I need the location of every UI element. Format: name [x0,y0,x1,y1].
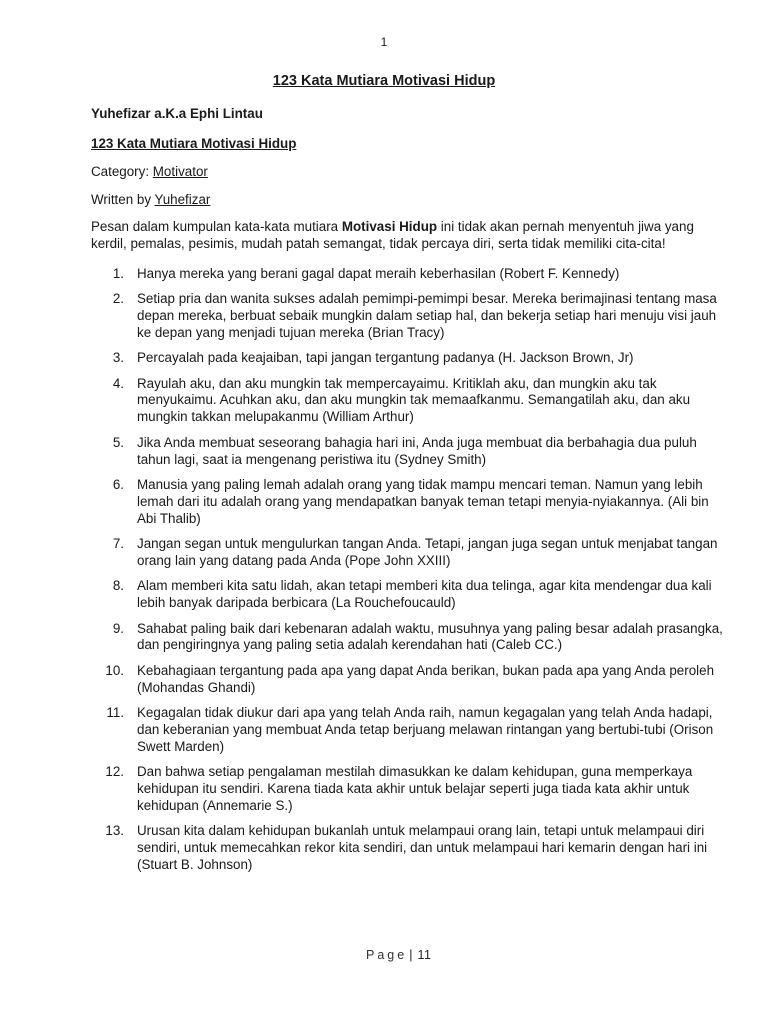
quote-item [91,705,731,755]
quote-item [91,435,731,469]
quote-item [91,536,731,570]
quote-text: Sahabat paling baik dari kebenaran adalah waktu, musuhnya yang paling besar adalah prasangka, dan pengiringnya yang paling setia adalah kerendahan hati (Caleb CC.) [137,620,723,653]
quote-number: 6. [112,477,124,492]
category-line [91,163,731,180]
quote-text: Kegagalan tidak diukur dari apa yang telah Anda raih, namun kegagalan yang telah Anda hadapi, dan keberanian yang membuat Anda tetap berjuang melawan rintangan yang bertubi-tubi (Orison Swett Marden) [137,705,714,754]
quote-text: Dan bahwa setiap pengalaman mestilah dimasukkan ke dalam kehidupan, guna memperkaya kehidupan itu sendiri. Karena tiada kata akhir untuk belajar seperti juga tiada kata akhir untuk kehidupan (Annemarie S.) [137,764,693,813]
quote-item [91,663,731,697]
quote-item [91,266,731,283]
quote-item [91,350,731,367]
author-line: Yuhefizar a.K.a Ephi Lintau [91,106,263,121]
quote-text: Hanya mereka yang berani gagal dapat meraih keberhasilan (Robert F. Kennedy) [137,265,620,281]
quote-text: Jika Anda membuat seseorang bahagia hari ini, Anda juga membuat dia berbahagia dua puluh tahun lagi, saat ia mengenang peristiwa itu (Sydney Smith) [137,434,697,467]
document-body [91,105,731,882]
quote-list [91,266,731,874]
quote-number: 1. [112,265,124,281]
quote-text: Urusan kita dalam kehidupan bukanlah untuk melampaui orang lain, tetapi untuk melampaui diri sendiri, untuk memecahkan rekor kita sendiri, dan untuk melampaui hari kemarin dengan hari ini (Stuart B. Johnson) [137,823,708,872]
quote-item [91,823,731,873]
quote-number: 2. [112,291,124,307]
category-label: Category: [91,164,153,179]
quote-text: Percayalah pada keajaiban, tapi jangan tergantung padanya (H. Jackson Brown, Jr) [137,350,634,366]
quote-item [91,376,731,426]
intro-bold: Motivasi Hidup [341,219,438,234]
quote-item [91,621,731,655]
quote-text: Jangan segan untuk mengulurkan tangan Anda. Tetapi, jangan juga segan untuk menjabat tangan orang lain yang datang pada Anda (Pope John XXIII) [137,536,718,568]
intro-before: Pesan dalam kumpulan kata-kata mutiara [91,219,342,234]
quote-number: 12. [105,764,124,780]
intro-after: ini tidak akan pernah menyentuh jiwa yang kerdil, pemalas, pesimis, mudah patah semangat, tidak percaya diri, serta tidak memiliki cita-cita! [91,219,694,251]
footer-page-label: Page [366,948,408,962]
author-link[interactable]: Yuhefizar [154,192,211,207]
category-link[interactable]: Motivator [152,164,208,179]
quote-number: 7. [112,536,124,552]
quote-number: 5. [112,434,124,450]
quote-item [91,578,731,612]
article-title-link[interactable]: 123 Kata Mutiara Motivasi Hidup [91,136,297,151]
quote-item [91,764,731,814]
written-by-line [91,191,731,208]
quote-text: Manusia yang paling lemah adalah orang yang tidak mampu mencari teman. Namun yang lebih lemah dari itu adalah orang yang mendapatkan banyak teman tetapi menyia-nyiakannya. (Ali bin Abi Thalib) [137,477,709,526]
quote-number: 8. [112,578,124,594]
quote-number: 4. [112,375,124,391]
intro-paragraph [91,219,721,253]
quote-text: Rayulah aku, dan aku mungkin tak mempercayaimu. Kritiklah aku, dan mungkin aku tak menyukaimu. Acuhkan aku, dan aku mungkin tak memaafkanmu. Semangatilah aku, dan aku mungkin takkan melupakanmu (William Arthur) [137,375,691,425]
document-title: 123 Kata Mutiara Motivasi Hidup [272,73,496,89]
page-footer [366,948,431,962]
quote-text: Setiap pria dan wanita sukses adalah pemimpi-pemimpi besar. Mereka berimajinasi tentang masa depan mereka, berbuat sebaik mungkin dalam setiap hal, dan bekerja setiap hari menuju visi jauh ke depan yang menjadi tujuan mereka (Brian Tracy) [137,291,717,340]
quote-text: Alam memberi kita satu lidah, akan tetapi memberi kita dua telinga, agar kita mendengar dua kali lebih banyak daripada berbicara (La Rouchefoucauld) [137,578,712,611]
quote-number: 9. [112,620,124,636]
quote-number: 11. [106,705,124,721]
quote-number: 10. [105,662,124,678]
quote-number: 13. [105,823,124,839]
quote-number: 3. [112,350,124,366]
footer-separator: | [409,948,413,962]
quote-item [91,477,731,527]
page-top-number: 1 [380,35,388,49]
written-by-label: Written by [91,192,155,207]
quote-text: Kebahagiaan tergantung pada apa yang dapat Anda berikan, bukan pada apa yang Anda peroleh (Mohandas Ghandi) [137,662,715,695]
footer-page-number: 11 [417,948,432,962]
quote-item [91,291,731,341]
